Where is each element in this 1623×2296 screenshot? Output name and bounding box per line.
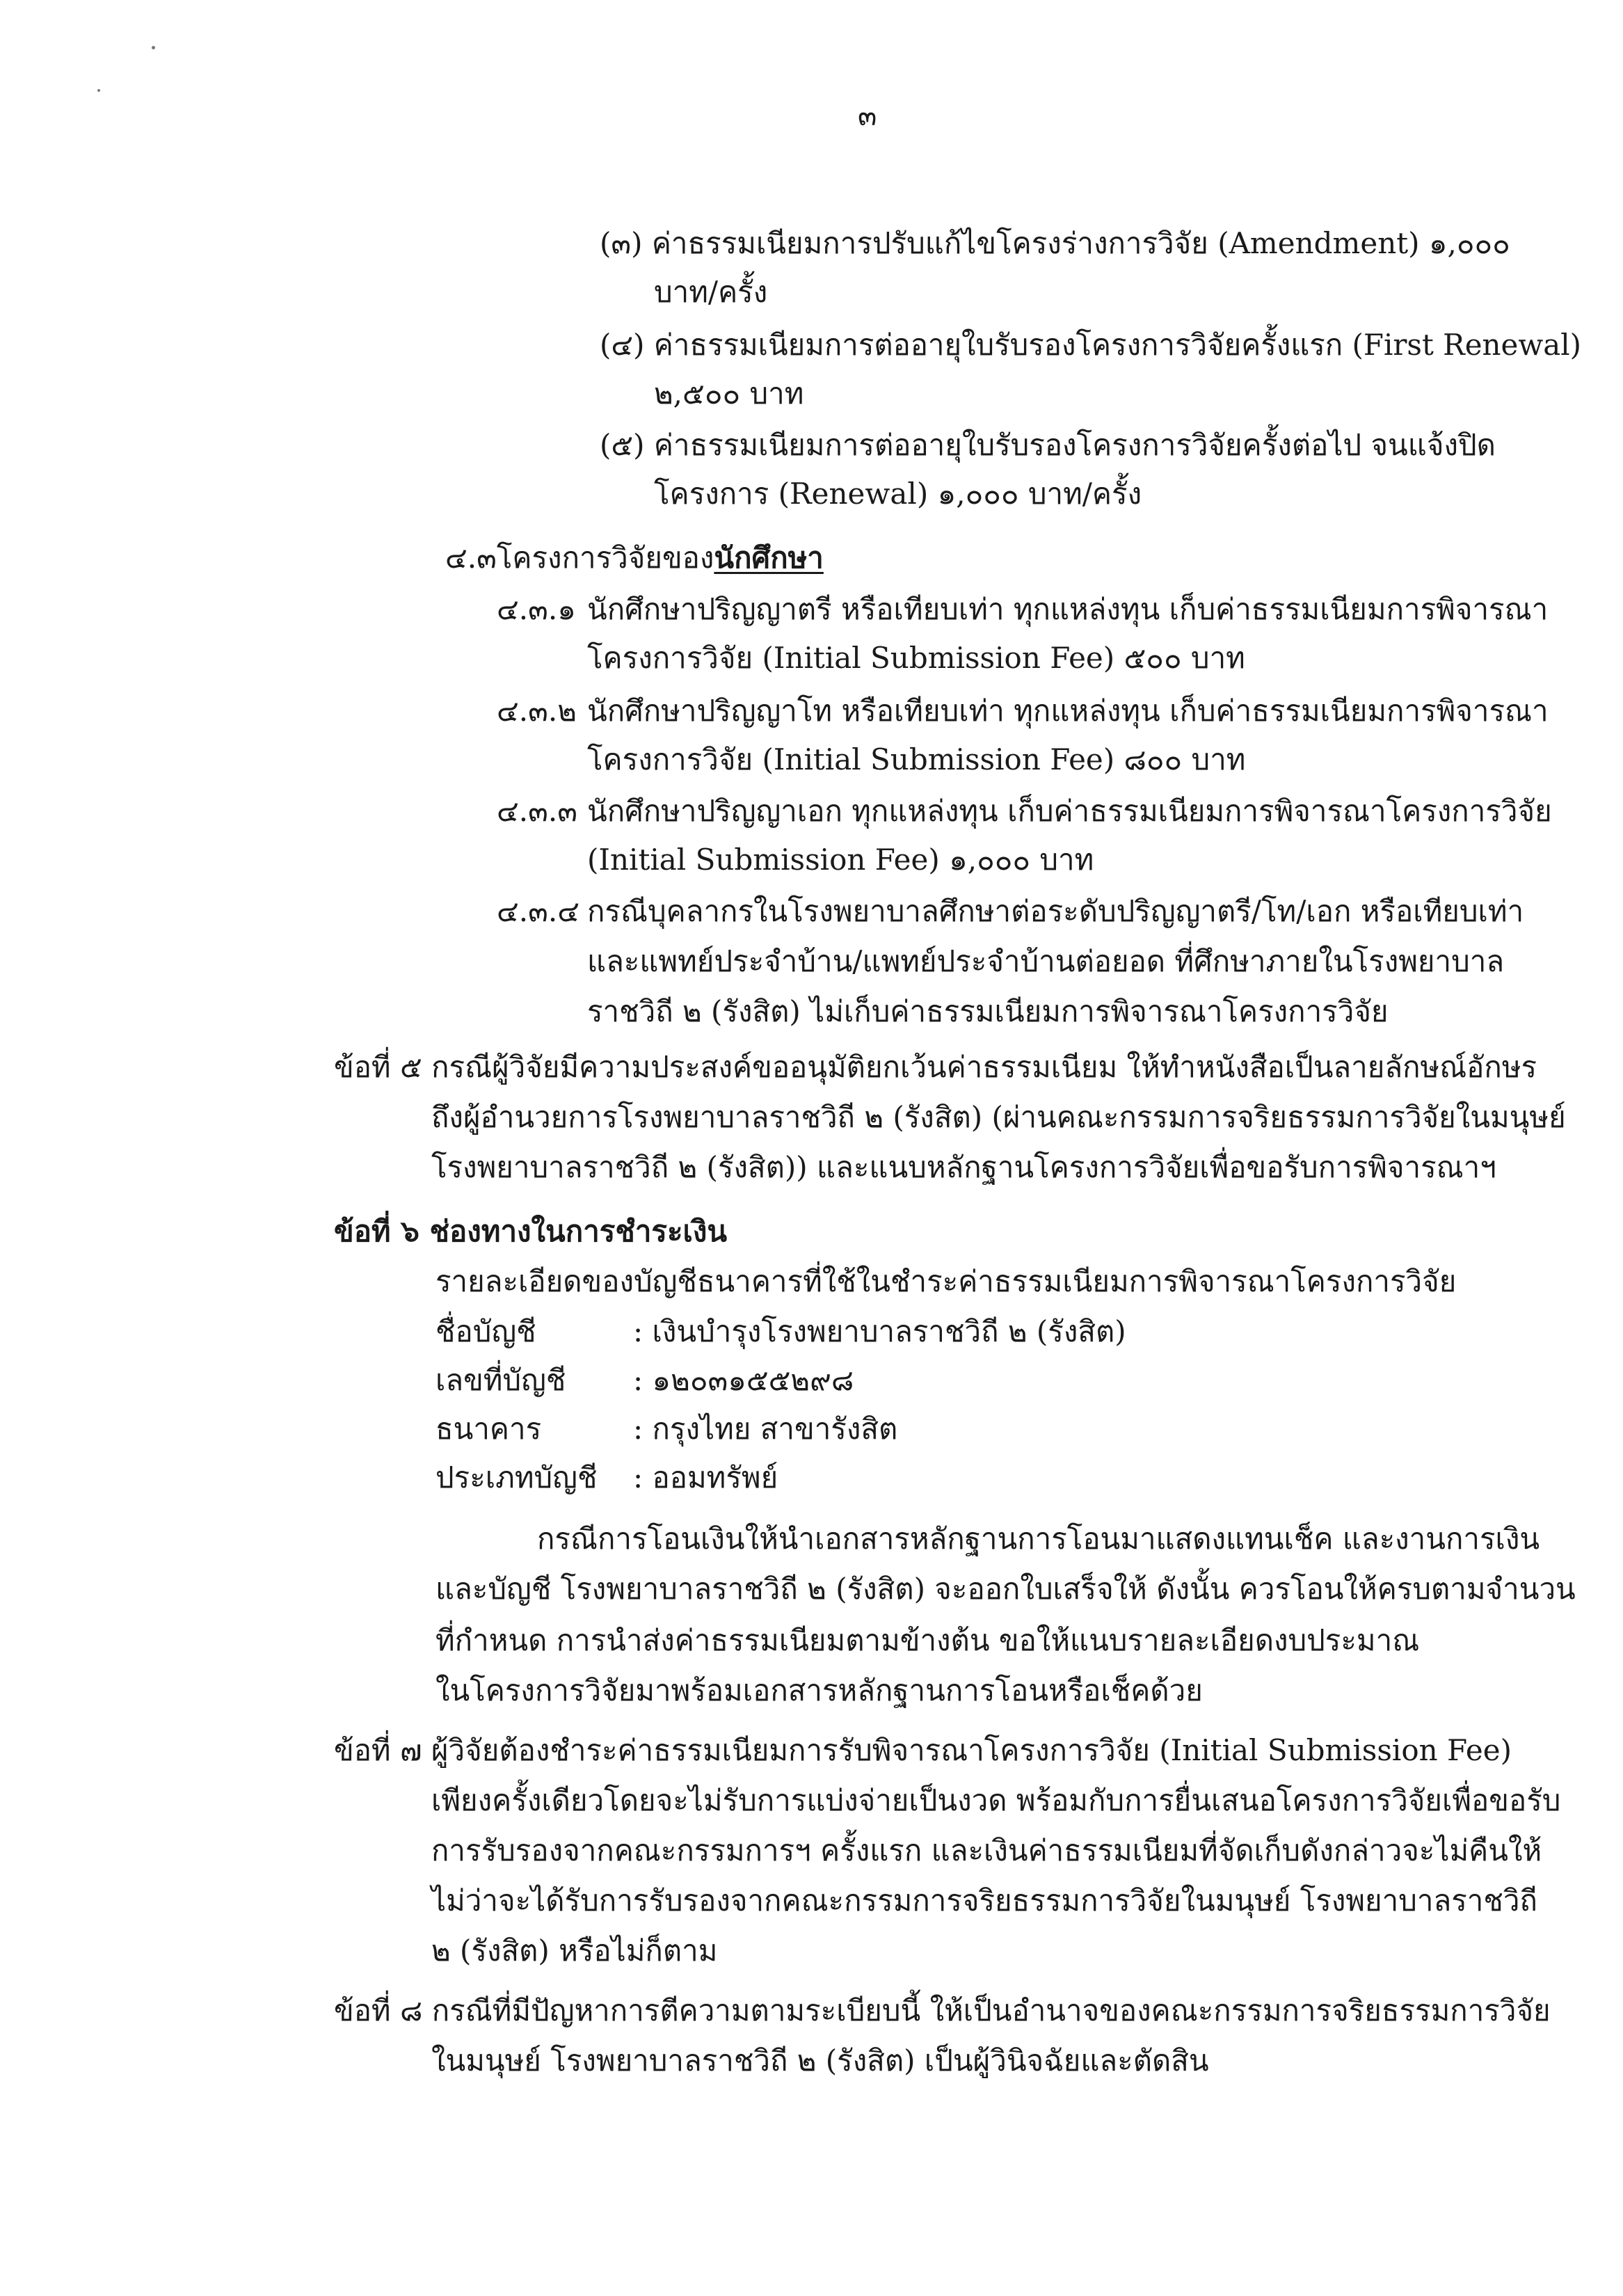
section-4-3-prefix: ๔.๓โครงการวิจัยของ [445, 541, 714, 575]
bank-name-label: ธนาคาร [435, 1412, 542, 1446]
bank-account-number-label: เลขที่บัญชี [435, 1363, 566, 1397]
item-4-3-4-cont: และแพทย์ประจำบ้าน/แพทย์ประจำบ้านต่อยอด ที่ศึกษาภายในโรงพยาบาล [587, 944, 1505, 978]
fee-item-4: (๔) ค่าธรรมเนียมการต่ออายุใบรับรองโครงการวิจัยครั้งแรก (First Renewal) [600, 328, 1581, 362]
bank-account-number-value: : ๑๒๐๓๑๕๕๒๙๘ [633, 1363, 854, 1397]
page-number: ๓ [858, 100, 877, 132]
clause-7-cont: การรับรองจากคณะกรรมการฯ ครั้งแรก และเงินค่าธรรมเนียมที่จัดเก็บดังกล่าวจะไม่คืนให้ [431, 1833, 1542, 1867]
fee-item-5: (๕) ค่าธรรมเนียมการต่ออายุใบรับรองโครงการวิจัยครั้งต่อไป จนแจ้งปิด [600, 428, 1496, 462]
fee-item-5-cont: โครงการ (Renewal) ๑,๐๐๐ บาท/ครั้ง [654, 477, 1142, 511]
fee-item-3: (๓) ค่าธรรมเนียมการปรับแก้ไขโครงร่างการวิจัย (Amendment) ๑,๐๐๐ [600, 226, 1510, 260]
bank-account-type-label: ประเภทบัญชี [435, 1460, 598, 1494]
item-4-3-4-text: กรณีบุคลากรในโรงพยาบาลศึกษาต่อระดับปริญญาตรี/โท/เอก หรือเทียบเท่า [587, 894, 1524, 928]
clause-5-cont: โรงพยาบาลราชวิถี ๒ (รังสิต)) และแนบหลักฐานโครงการวิจัยเพื่อขอรับการพิจารณาฯ [431, 1150, 1496, 1184]
item-4-3-3-cont: (Initial Submission Fee) ๑,๐๐๐ บาท [587, 843, 1094, 877]
item-4-3-1-number: ๔.๓.๑ [497, 592, 576, 626]
clause-6-heading: ข้อที่ ๖ ช่องทางในการชำระเงิน [334, 1214, 728, 1248]
item-4-3-4-cont: ราชวิถี ๒ (รังสิต) ไม่เก็บค่าธรรมเนียมการพิจารณาโครงการวิจัย [587, 994, 1389, 1028]
clause-7-cont: เพียงครั้งเดียวโดยจะไม่รับการแบ่งจ่ายเป็นงวด พร้อมกับการยื่นเสนอโครงการวิจัยเพื่อขอรับ [431, 1783, 1561, 1817]
scan-speck [152, 46, 155, 49]
bank-account-type-value: : ออมทรัพย์ [633, 1460, 778, 1494]
clause-7: ข้อที่ ๗ ผู้วิจัยต้องชำระค่าธรรมเนียมการรับพิจารณาโครงการวิจัย (Initial Submission Fee) [334, 1733, 1512, 1767]
item-4-3-3-text: นักศึกษาปริญญาเอก ทุกแหล่งทุน เก็บค่าธรรมเนียมการพิจารณาโครงการวิจัย [587, 794, 1552, 828]
transfer-paragraph-cont: ที่กำหนด การนำส่งค่าธรรมเนียมตามข้างต้น ขอให้แนบรายละเอียดงบประมาณ [435, 1623, 1420, 1657]
fee-item-3-cont: บาท/ครั้ง [654, 275, 768, 309]
item-4-3-4-number: ๔.๓.๔ [497, 894, 579, 928]
item-4-3-2-text: นักศึกษาปริญญาโท หรือเทียบเท่า ทุกแหล่งทุน เก็บค่าธรรมเนียมการพิจารณา [587, 694, 1549, 728]
clause-8: ข้อที่ ๘ กรณีที่มีปัญหาการตีความตามระเบียบนี้ ให้เป็นอำนาจของคณะกรรมการจริยธรรมการวิจัย [334, 1993, 1551, 2027]
clause-5-cont: ถึงผู้อำนวยการโรงพยาบาลราชวิถี ๒ (รังสิต) (ผ่านคณะกรรมการจริยธรรมการวิจัยในมนุษย์ [431, 1100, 1566, 1134]
section-4-3-emphasis: นักศึกษา [714, 541, 824, 575]
item-4-3-3-number: ๔.๓.๓ [497, 794, 577, 828]
transfer-paragraph-cont: ในโครงการวิจัยมาพร้อมเอกสารหลักฐานการโอนหรือเช็คด้วย [435, 1673, 1203, 1707]
bank-account-name-label: ชื่อบัญชี [435, 1314, 536, 1348]
item-4-3-2-cont: โครงการวิจัย (Initial Submission Fee) ๘๐๐ บาท [587, 742, 1246, 776]
bank-account-name-value: : เงินบำรุงโรงพยาบาลราชวิถี ๒ (รังสิต) [633, 1314, 1126, 1348]
clause-7-cont: ๒ (รังสิต) หรือไม่ก็ตาม [431, 1934, 718, 1968]
transfer-paragraph-cont: และบัญชี โรงพยาบาลราชวิถี ๒ (รังสิต) จะออกใบเสร็จให้ ดังนั้น ควรโอนให้ครบตามจำนวน [435, 1572, 1576, 1606]
fee-item-4-cont: ๒,๕๐๐ บาท [654, 376, 804, 410]
item-4-3-1-text: นักศึกษาปริญญาตรี หรือเทียบเท่า ทุกแหล่งทุน เก็บค่าธรรมเนียมการพิจารณา [587, 592, 1549, 626]
item-4-3-2-number: ๔.๓.๒ [497, 694, 577, 728]
clause-7-cont: ไม่ว่าจะได้รับการรับรองจากคณะกรรมการจริยธรรมการวิจัยในมนุษย์ โรงพยาบาลราชวิถี [431, 1883, 1537, 1918]
section-4-3-heading [445, 539, 824, 577]
bank-intro: รายละเอียดของบัญชีธนาคารที่ใช้ในชำระค่าธรรมเนียมการพิจารณาโครงการวิจัย [435, 1264, 1457, 1298]
transfer-paragraph: กรณีการโอนเงินให้นำเอกสารหลักฐานการโอนมาแสดงแทนเช็ค และงานการเงิน [537, 1522, 1540, 1556]
scan-speck [97, 89, 100, 92]
clause-5: ข้อที่ ๕ กรณีผู้วิจัยมีความประสงค์ขออนุมัติยกเว้นค่าธรรมเนียม ให้ทำหนังสือเป็นลายลักษณ์อักษร [334, 1050, 1537, 1084]
item-4-3-1-cont: โครงการวิจัย (Initial Submission Fee) ๕๐๐ บาท [587, 641, 1245, 675]
clause-8-cont: ในมนุษย์ โรงพยาบาลราชวิถี ๒ (รังสิต) เป็นผู้วินิจฉัยและตัดสิน [431, 2043, 1209, 2078]
bank-name-value: : กรุงไทย สาขารังสิต [633, 1412, 898, 1446]
